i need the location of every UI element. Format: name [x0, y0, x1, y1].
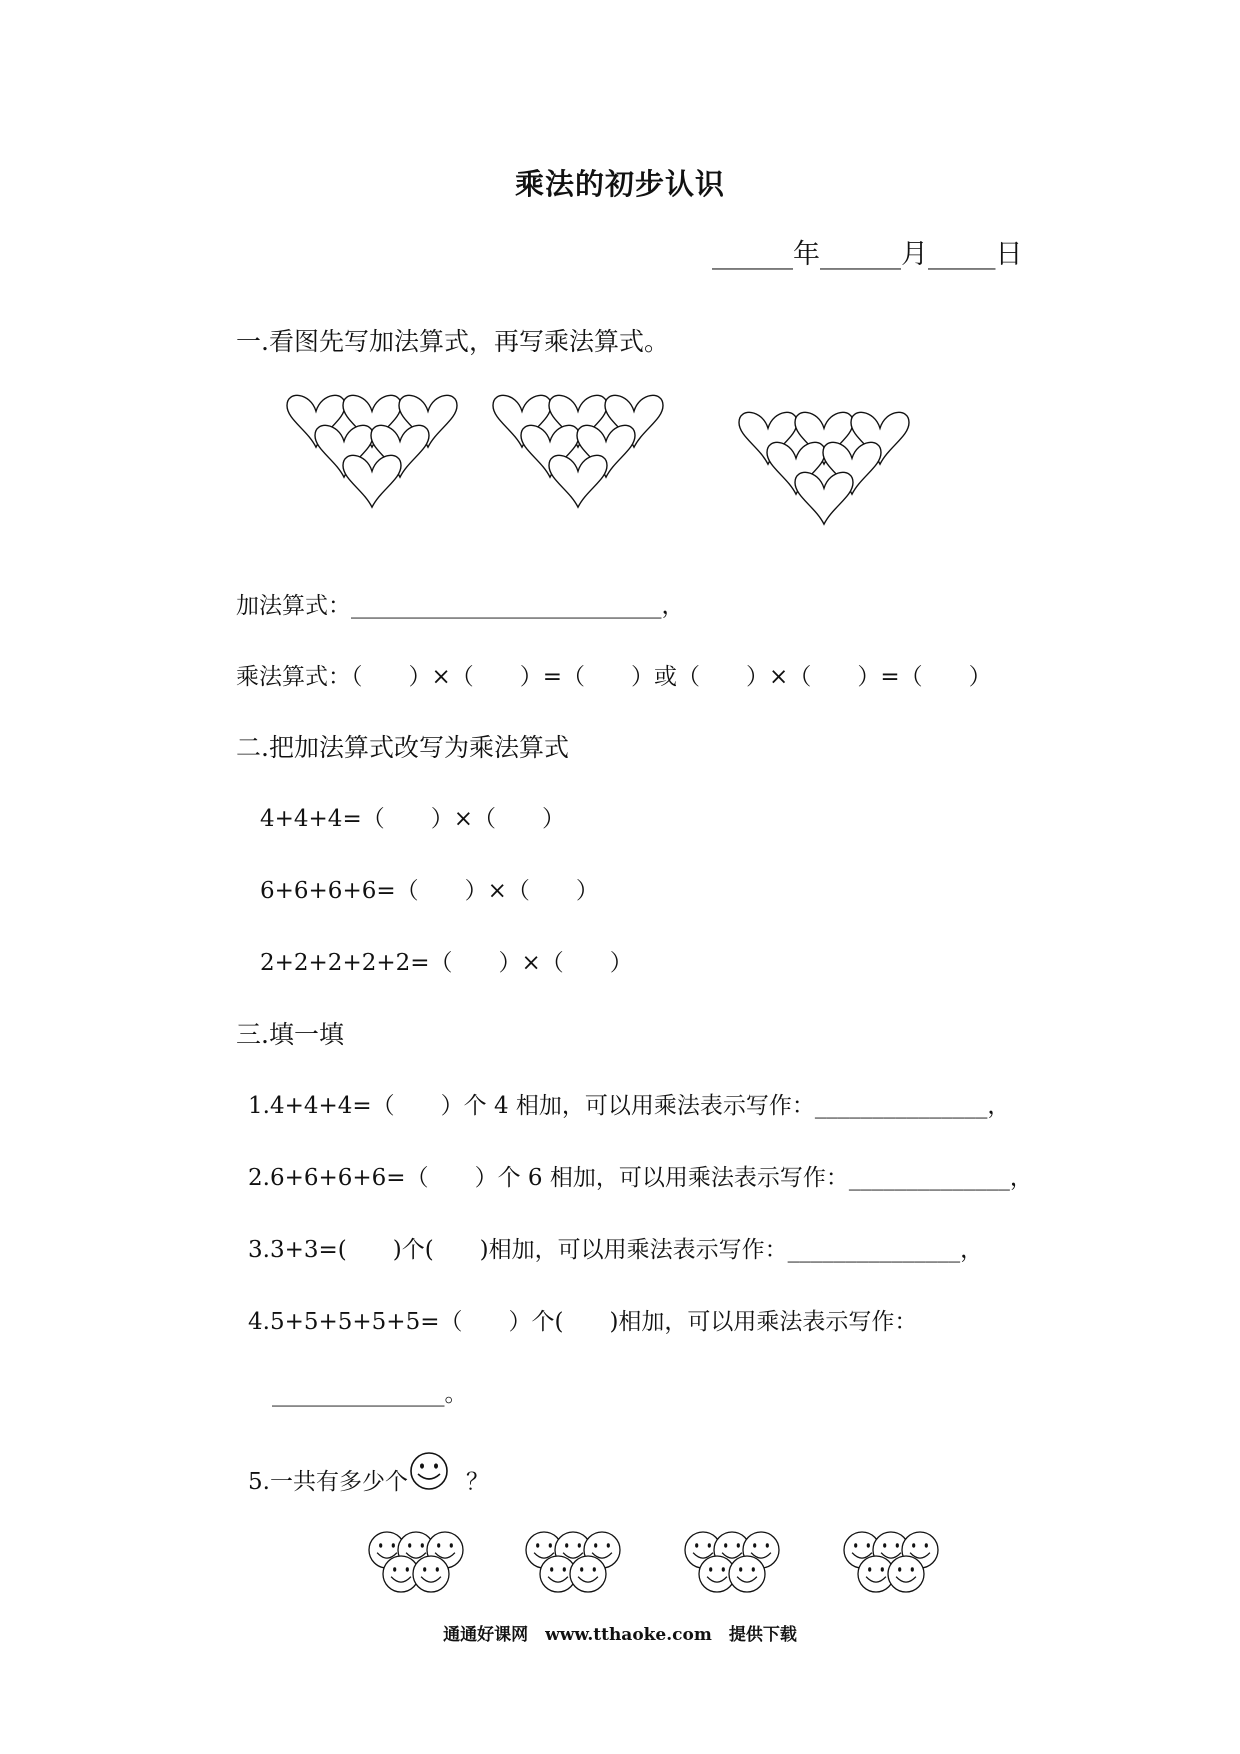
fill-item-4: 4.5+5+5+5+5=（ ）个( )相加，可以用乘法表示写作： — [248, 1309, 918, 1335]
heart-group-1 — [288, 395, 468, 525]
section1-heading: 一.看图先写加法算式，再写乘法算式。 — [236, 327, 669, 356]
heart-icon — [795, 472, 853, 524]
page-title: 乘法的初步认识 — [514, 167, 725, 201]
smiley-face-icon — [413, 1556, 449, 1592]
heart-group-2 — [494, 395, 674, 525]
heart-icon — [343, 455, 401, 507]
heart-icon — [549, 455, 607, 507]
footer-credit: 通通好课网 www.tthaoke.com 提供下载 — [443, 1625, 797, 1645]
fill-item-1: 1.4+4+4=（ ）个 4 相加，可以用乘法表示写作：_______________， — [248, 1093, 1011, 1119]
smiley-group-3 — [681, 1528, 801, 1603]
rewrite-item-1: 4+4+4=（ ）×（ ） — [260, 806, 565, 832]
date-line: ______年______月_____日 — [712, 239, 1023, 270]
smiley-face-icon — [570, 1556, 606, 1592]
smiley-face-icon — [888, 1556, 924, 1592]
question-5-prefix: 5.一共有多少个 — [248, 1469, 408, 1495]
smiley-group-2 — [522, 1528, 642, 1603]
smiley-group-4 — [840, 1528, 960, 1603]
smiley-icon — [408, 1455, 450, 1493]
rewrite-item-2: 6+6+6+6=（ ）×（ ） — [260, 878, 599, 904]
fill-item-2: 2.6+6+6+6=（ ）个 6 相加，可以用乘法表示写作：______________， — [248, 1165, 1033, 1191]
fill-item-3: 3.3+3=( )个( )相加，可以用乘法表示写作：_______________， — [248, 1237, 984, 1263]
question-5 — [248, 1455, 489, 1496]
fill-item-4-answer-line: _______________。 — [272, 1381, 468, 1407]
multiplication-formula-line: 乘法算式：（ ）×（ ）=（ ）或（ ）×（ ）=（ ） — [236, 664, 992, 690]
smiley-face-icon — [729, 1556, 765, 1592]
rewrite-item-3: 2+2+2+2+2=（ ）×（ ） — [260, 950, 633, 976]
addition-formula-line: 加法算式：___________________________， — [236, 593, 685, 619]
section3-heading: 三.填一填 — [236, 1020, 344, 1049]
smiley-group-1 — [365, 1528, 485, 1603]
heart-group-3 — [740, 412, 920, 542]
section2-heading: 二.把加法算式改写为乘法算式 — [236, 733, 569, 762]
question-5-suffix: ？ — [465, 1469, 489, 1495]
